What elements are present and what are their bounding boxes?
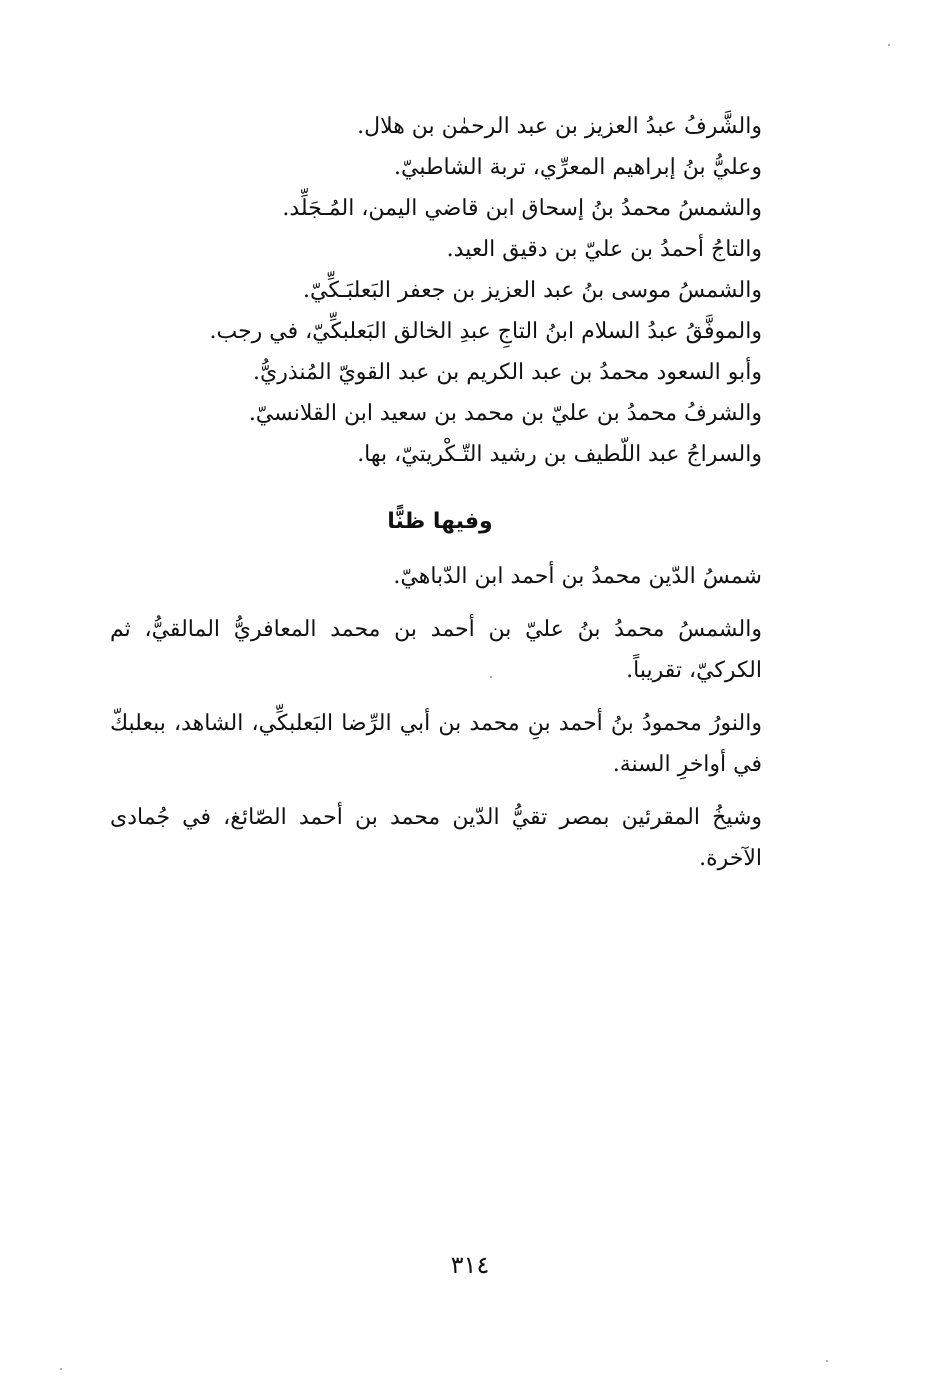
section-heading: وفيها ظنًّا	[387, 509, 493, 534]
list-line: والشَّرفُ عبدُ العزيز بن عبد الرحمٰن بن هلال.	[357, 114, 762, 139]
page-number: ٣١٤	[450, 1251, 490, 1279]
paragraph: شمسُ الدّين محمدُ بن أحمد ابن الدّباهيّ.	[393, 564, 762, 589]
list-line: والموفَّقُ عبدُ السلام ابنُ التاجِ عبدِ الخالق البَعلبكِّيّ، في رجب.	[209, 319, 762, 344]
scan-speck	[60, 1368, 62, 1370]
paragraph: والشمسُ محمدُ بنُ عليّ بن أحمد بن محمد المعافريُّ المالقيُّ، ثم الكركيّ، تقريباً.	[110, 617, 762, 683]
paragraph: والنورُ محمودُ بنُ أحمد بنِ محمد بن أبي الرِّضا البَعلبكِّي، الشاهد، ببعلبكّ في أواخرِ السنة.	[110, 711, 762, 777]
list-line: وعليُّ بنُ إبراهيم المعرِّي، تربة الشاطبيّ.	[394, 155, 762, 180]
scan-speck	[888, 44, 890, 46]
list-line: والسراجُ عبد اللّطيف بن رشيد التّـكْريتيّ، بها.	[357, 442, 762, 467]
scan-speck	[826, 1360, 828, 1362]
list-line: والشمسُ موسى بنُ عبد العزيز بن جعفر البَعلبَـكِّيّ.	[303, 278, 762, 303]
list-line: والتاجُ أحمدُ بن عليّ بن دقيق العيد.	[446, 237, 762, 262]
list-line: والشمسُ محمدُ بنُ إسحاق ابن قاضي اليمن، المُـجَلِّد.	[282, 196, 762, 221]
list-line: وأبو السعود محمدُ بن عبد الكريم بن عبد القويّ المُنذريُّ.	[253, 360, 762, 385]
scan-speck	[490, 676, 492, 678]
paragraph-block	[110, 556, 762, 891]
obituary-list	[202, 106, 762, 475]
list-line: والشرفُ محمدُ بن عليّ بن محمد بن سعيد ابن القلانسيّ.	[248, 401, 762, 426]
paragraph: وشيخُ المقرئين بمصر تقيُّ الدّين محمد بن أحمد الصّائغ، في جُمادى الآخرة.	[110, 805, 762, 871]
